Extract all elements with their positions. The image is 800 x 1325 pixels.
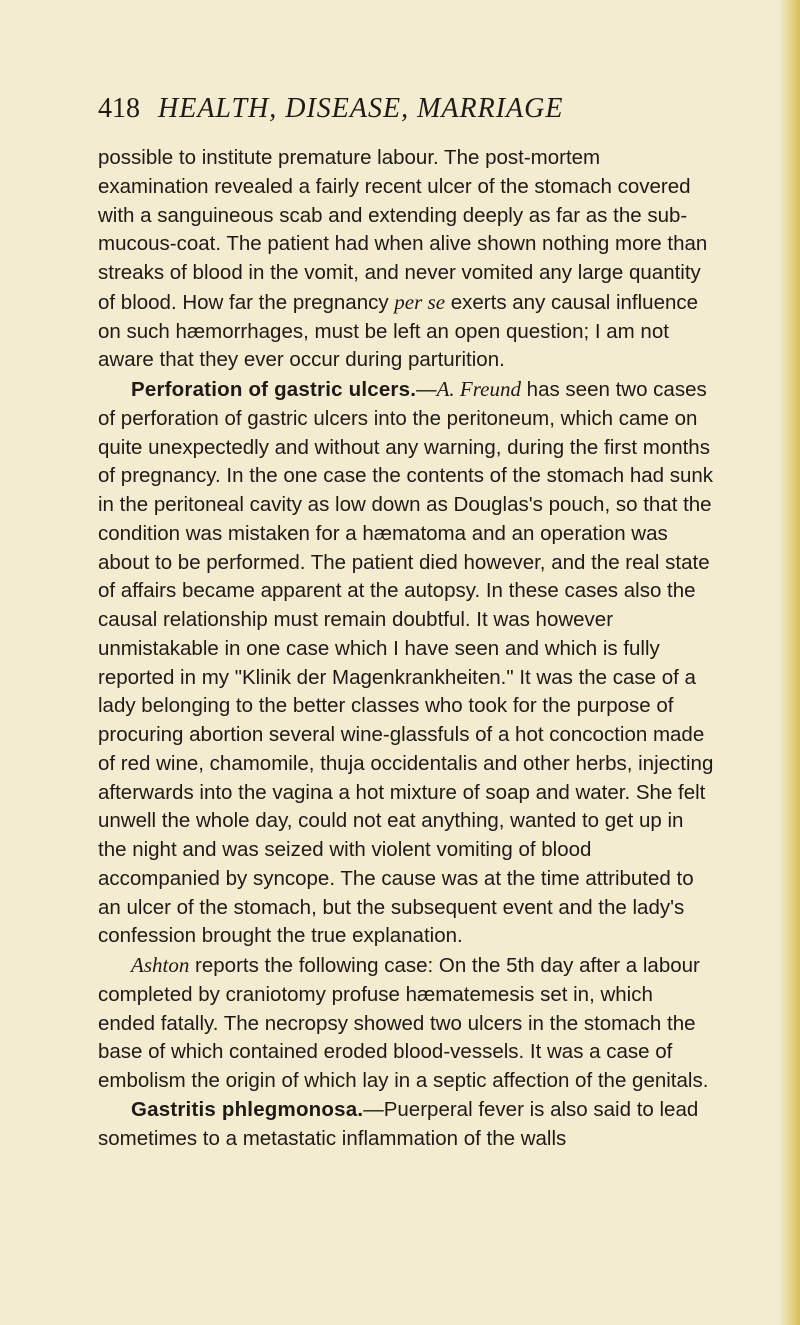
section-heading-gastritis: Gastritis phlegmonosa.	[131, 1097, 364, 1121]
running-header	[98, 92, 563, 125]
page-edge-shading	[778, 0, 800, 1325]
paragraph-ashton	[98, 951, 715, 1096]
author-name: Ashton	[131, 953, 190, 977]
running-title: HEALTH, DISEASE, MARRIAGE	[158, 93, 564, 124]
paragraph-text: possible to institute premature labour. The post-mortem examination revealed a fairly recent ulcer of the stomach covered with a sanguineous scab and extending deeply as far as the sub-mucous-coat. The patient had when alive shown nothing more than streaks of blood in the vomit, and never vomited any large quantity of blood. How far the pregnancy	[98, 146, 708, 314]
italic-phrase: per se	[394, 289, 446, 314]
paragraph-continuation	[98, 144, 715, 375]
author-name: A. Freund	[436, 377, 521, 401]
paragraph-text: exerts any causal influence on such hæmorrhages, must be left an open question; I am not aware that they ever occur during parturition.	[98, 290, 699, 372]
paragraph-gastritis	[98, 1096, 715, 1154]
paragraph-perforation	[98, 375, 715, 951]
em-dash: —	[416, 378, 437, 401]
paragraph-text: reports the following case: On the 5th day after a labour completed by craniotomy profuse hæmatemesis set in, which ended fatally. The necropsy showed two ulcers in the stomach the base of which contained eroded blood-vessels. It was a case of embolism the origin of which lay in a septic affection of the genitals.	[98, 954, 709, 1092]
section-heading-perforation: Perforation of gastric ulcers.	[131, 378, 417, 401]
paragraph-text: has seen two cases of perforation of gastric ulcers into the peritoneum, which came on quite unexpectedly and without any warning, during the first months of pregnancy. In the one case the contents of the stomach had sunk in the peritoneal cavity as low down as Douglas's pouch, so that the condition was mistaken for a hæmatoma and an operation was about to be performed. The patient died however, and the real state of affairs became apparent at the autopsy. In these cases also the causal relationship must remain doubtful. It was however unmistakable in one case which I have seen and which is fully reported in my "Klinik der Magenkrankheiten." It was the case of a lady belonging to the better classes who took for the purpose of procuring abortion several wine-glassfuls of a hot concoction made of red wine, chamomile, thuja occidentalis and other herbs, injecting afterwards into the vagina a hot mixture of soap and water. She felt unwell the whole day, could not eat anything, wanted to get up in the night and was seized with violent vomiting of blood accompanied by syncope. The cause was at the time attributed to an ulcer of the stomach, but the subsequent event and the lady's confession brought the true explanation.	[98, 378, 714, 948]
body-text	[98, 144, 715, 1153]
page-number: 418	[98, 93, 140, 124]
paragraph-text: —Puerperal fever is also said to lead sometimes to a metastatic inflammation of the walls	[98, 1097, 699, 1150]
